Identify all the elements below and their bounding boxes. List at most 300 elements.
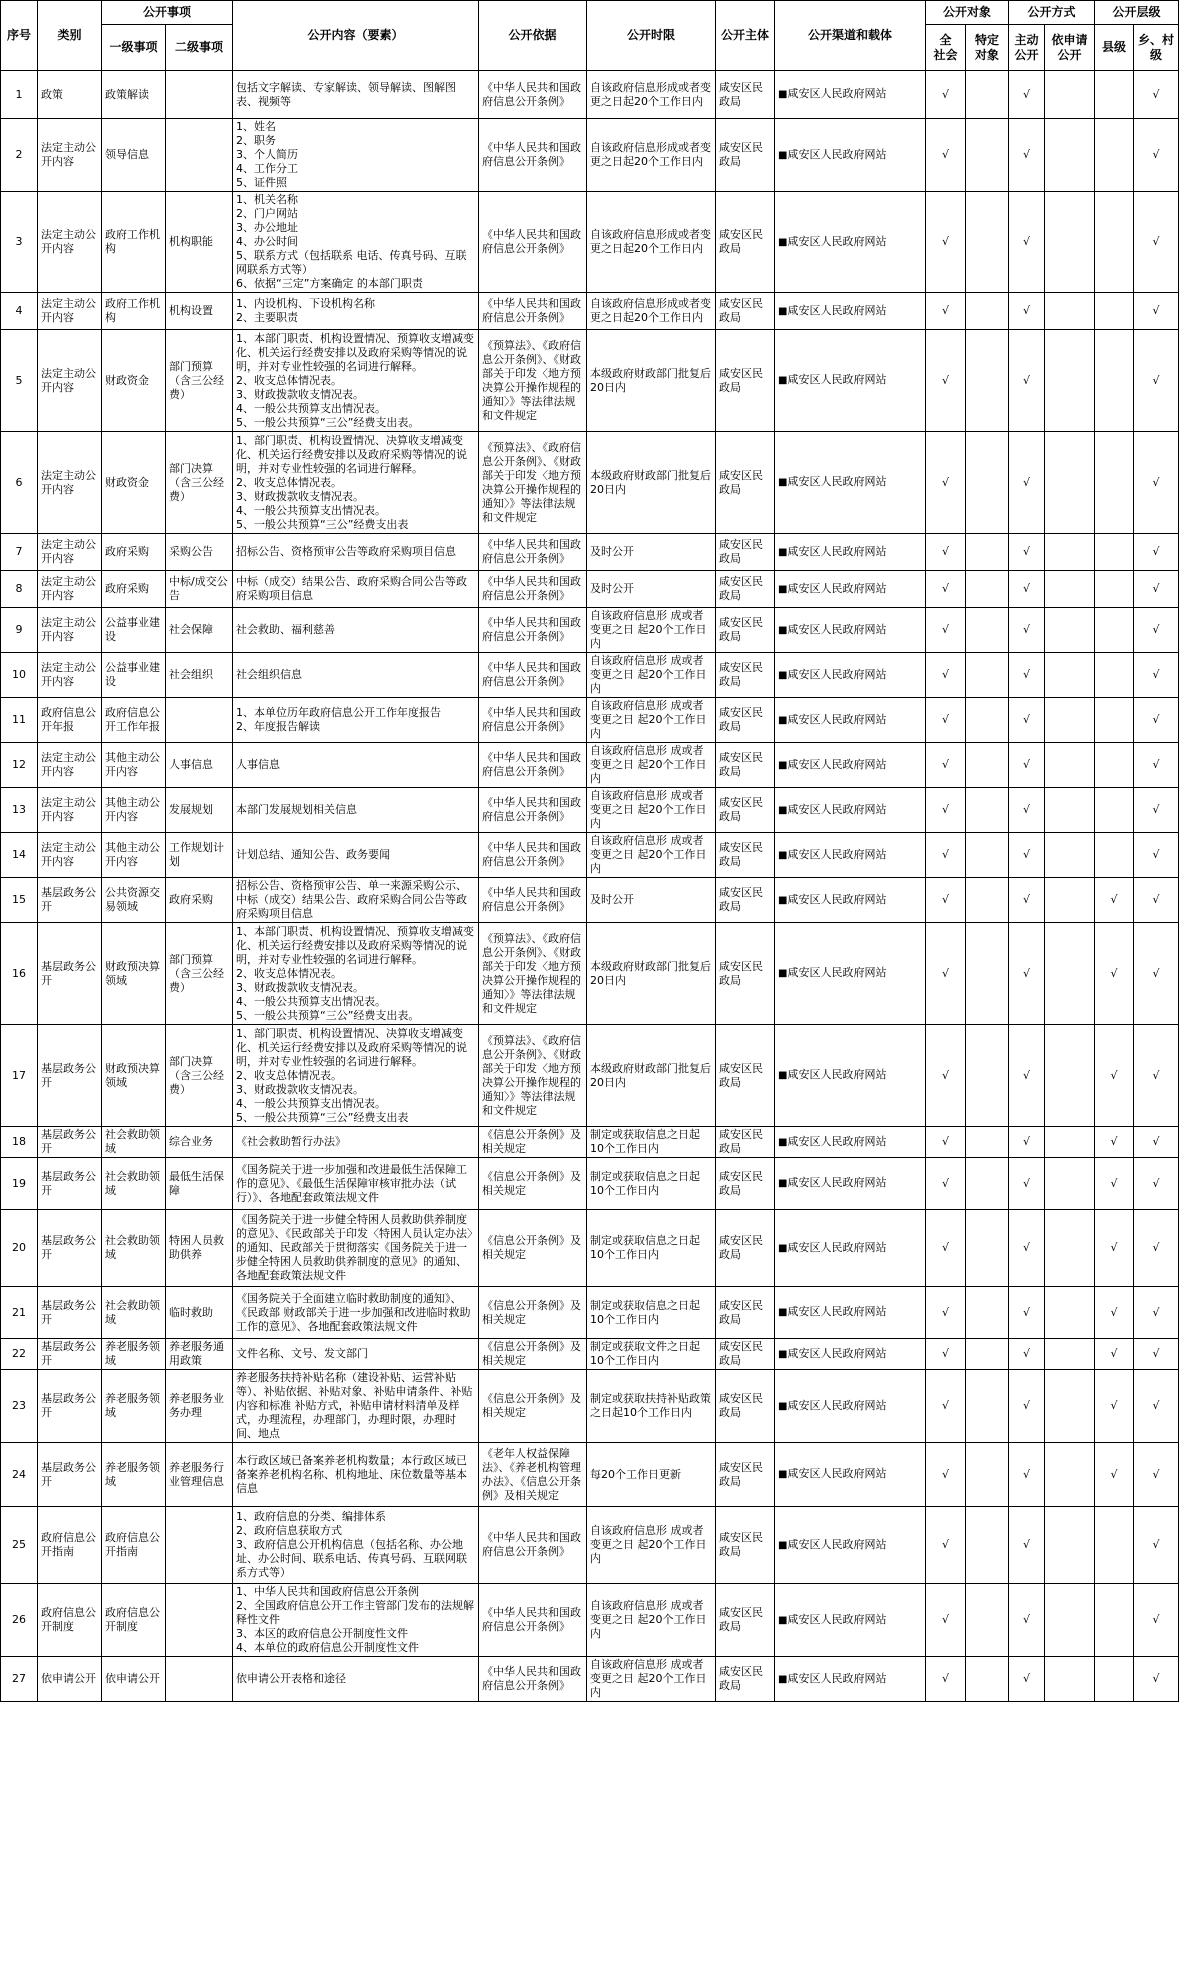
cell-content: 本部门发展规划相关信息	[233, 788, 479, 833]
cell-basis: 《信息公开条例》及相关规定	[479, 1158, 587, 1210]
cell-channel	[775, 1584, 926, 1657]
cell-level1: 财政预决算领域	[102, 1025, 166, 1127]
cell-channel	[775, 1025, 926, 1127]
cell-seq: 3	[1, 192, 38, 293]
cell-time-limit: 及时公开	[587, 878, 716, 923]
header-level-group: 公开层级	[1095, 1, 1179, 25]
cell-seq: 1	[1, 71, 38, 119]
cell-channel	[775, 1507, 926, 1584]
cell-target-all	[926, 1210, 966, 1287]
cell-basis: 《中华人民共和国政府信息公开条例》	[479, 1507, 587, 1584]
cell-level-township	[1134, 1158, 1179, 1210]
table-row	[1, 608, 1179, 653]
cell-mode-active	[1009, 653, 1045, 698]
cell-level2: 社会组织	[166, 653, 233, 698]
cell-seq: 13	[1, 788, 38, 833]
check-mark-icon: √	[1023, 148, 1031, 161]
cell-content: 1、本部门职责、机构设置情况、预算收支增减变化、机关运行经费安排以及政府采购等情况的说明，并对专业性较强的名词进行解释。 2、收支总体情况表。 3、财政拨款收支情况表。 4、一般公共预算支出情况表。 5、一般公共预算“三公”经费支出表。	[233, 923, 479, 1025]
square-bullet-icon: ■	[778, 759, 788, 771]
cell-target-specific	[966, 1657, 1009, 1702]
cell-time-limit: 每20个工作日更新	[587, 1443, 716, 1507]
cell-seq: 4	[1, 293, 38, 330]
cell-seq: 10	[1, 653, 38, 698]
cell-level2: 最低生活保障	[166, 1158, 233, 1210]
check-mark-icon: √	[1152, 1613, 1160, 1626]
check-mark-icon: √	[1023, 893, 1031, 906]
cell-content: 《国务院关于进一步健全特困人员救助供养制度的意见》、《民政部关于印发〈特困人员认定办法〉的通知、民政部关于贯彻落实《国务院关于进一步健全特困人员救助供养制度的意见》的通知、各地配套政策法规文件	[233, 1210, 479, 1287]
cell-mode-apply	[1045, 432, 1095, 534]
cell-content: 依申请公开表格和途径	[233, 1657, 479, 1702]
channel-text: 咸安区人民政府网站	[787, 847, 887, 861]
cell-time-limit: 制定或获取信息之日起10个工作日内	[587, 1287, 716, 1339]
cell-level-county	[1095, 1584, 1134, 1657]
cell-target-all	[926, 1443, 966, 1507]
table-row	[1, 1657, 1179, 1702]
cell-category: 法定主动公开内容	[38, 833, 102, 878]
square-bullet-icon: ■	[778, 804, 788, 816]
cell-level1: 依申请公开	[102, 1657, 166, 1702]
square-bullet-icon: ■	[778, 583, 788, 595]
cell-mode-apply	[1045, 1287, 1095, 1339]
check-mark-icon: √	[942, 582, 950, 595]
check-mark-icon: √	[942, 1176, 950, 1190]
cell-level1: 社会救助领域	[102, 1210, 166, 1287]
check-mark-icon: √	[1152, 1538, 1160, 1551]
cell-target-specific	[966, 1127, 1009, 1158]
cell-level-county	[1095, 878, 1134, 923]
cell-level2: 部门预算（含三公经费）	[166, 923, 233, 1025]
check-mark-icon: √	[942, 545, 950, 558]
cell-level-county	[1095, 330, 1134, 432]
cell-level-county	[1095, 71, 1134, 119]
cell-mode-apply	[1045, 71, 1095, 119]
cell-mode-active	[1009, 192, 1045, 293]
cell-level-township	[1134, 330, 1179, 432]
cell-target-all	[926, 608, 966, 653]
cell-level2: 临时救助	[166, 1287, 233, 1339]
cell-target-specific	[966, 571, 1009, 608]
cell-mode-apply	[1045, 1657, 1095, 1702]
cell-level1: 养老服务领域	[102, 1339, 166, 1370]
cell-channel	[775, 119, 926, 192]
cell-time-limit: 及时公开	[587, 571, 716, 608]
cell-level-township	[1134, 1287, 1179, 1339]
cell-category: 基层政务公开	[38, 1210, 102, 1287]
header-target-group: 公开对象	[926, 1, 1009, 25]
square-bullet-icon: ■	[778, 305, 788, 317]
cell-content: 招标公告、资格预审公告等政府采购项目信息	[233, 534, 479, 571]
table-row	[1, 743, 1179, 788]
cell-target-all	[926, 698, 966, 743]
check-mark-icon: √	[1110, 1068, 1118, 1082]
cell-category: 基层政务公开	[38, 1158, 102, 1210]
cell-level2: 养老服务通用政策	[166, 1339, 233, 1370]
check-mark-icon: √	[1023, 545, 1031, 558]
cell-time-limit: 制定或获取文件之日起10个工作日内	[587, 1339, 716, 1370]
cell-level-county	[1095, 698, 1134, 743]
cell-level-county	[1095, 432, 1134, 534]
cell-category: 基层政务公开	[38, 923, 102, 1025]
table-row	[1, 1210, 1179, 1287]
cell-target-specific	[966, 608, 1009, 653]
header-level-township: 乡、村 级	[1134, 25, 1179, 71]
cell-seq: 25	[1, 1507, 38, 1584]
cell-level1: 财政资金	[102, 432, 166, 534]
cell-mode-apply	[1045, 534, 1095, 571]
check-mark-icon: √	[1110, 1135, 1118, 1148]
cell-subject: 咸安区民政局	[716, 330, 775, 432]
cell-category: 法定主动公开内容	[38, 571, 102, 608]
table-row	[1, 192, 1179, 293]
cell-mode-active	[1009, 1657, 1045, 1702]
cell-seq: 27	[1, 1657, 38, 1702]
cell-level2: 综合业务	[166, 1127, 233, 1158]
channel-text: 咸安区人民政府网站	[787, 475, 887, 488]
cell-level1: 养老服务领域	[102, 1370, 166, 1443]
table-body	[1, 71, 1179, 1702]
check-mark-icon: √	[1023, 713, 1031, 726]
cell-level1: 其他主动公开内容	[102, 833, 166, 878]
square-bullet-icon: ■	[778, 968, 788, 979]
channel-text: 咸安区人民政府网站	[787, 1305, 887, 1318]
cell-category: 依申请公开	[38, 1657, 102, 1702]
cell-level-county	[1095, 534, 1134, 571]
cell-mode-apply	[1045, 293, 1095, 330]
header-level1: 一级事项	[102, 25, 166, 71]
channel-text: 咸安区人民政府网站	[787, 581, 887, 595]
cell-category: 基层政务公开	[38, 1370, 102, 1443]
cell-mode-apply	[1045, 192, 1095, 293]
channel-text: 咸安区人民政府网站	[787, 544, 887, 558]
cell-target-all	[926, 1158, 966, 1210]
cell-target-specific	[966, 1584, 1009, 1657]
cell-channel	[775, 608, 926, 653]
channel-text: 咸安区人民政府网站	[787, 757, 887, 771]
cell-time-limit: 本级政府财政部门批复后20日内	[587, 432, 716, 534]
cell-mode-active	[1009, 788, 1045, 833]
cell-mode-apply	[1045, 571, 1095, 608]
cell-category: 法定主动公开内容	[38, 192, 102, 293]
channel-text: 咸安区人民政府网站	[787, 1467, 887, 1480]
cell-level1: 社会救助领域	[102, 1287, 166, 1339]
check-mark-icon: √	[942, 803, 950, 816]
channel-text: 咸安区人民政府网站	[787, 147, 887, 161]
table-row	[1, 878, 1179, 923]
cell-target-specific	[966, 1158, 1009, 1210]
cell-level-township	[1134, 1370, 1179, 1443]
cell-level-county	[1095, 1025, 1134, 1127]
cell-mode-apply	[1045, 923, 1095, 1025]
cell-target-specific	[966, 293, 1009, 330]
table-row	[1, 71, 1179, 119]
check-mark-icon: √	[942, 758, 950, 771]
cell-subject: 咸安区民政局	[716, 743, 775, 788]
check-mark-icon: √	[942, 1399, 950, 1412]
cell-channel	[775, 432, 926, 534]
header-mode-group: 公开方式	[1009, 1, 1095, 25]
cell-level2: 人事信息	[166, 743, 233, 788]
check-mark-icon: √	[942, 1672, 950, 1685]
cell-time-limit: 本级政府财政部门批复后20日内	[587, 923, 716, 1025]
cell-channel	[775, 788, 926, 833]
cell-level2: 部门决算（含三公经费）	[166, 1025, 233, 1127]
table-row	[1, 571, 1179, 608]
cell-mode-apply	[1045, 1339, 1095, 1370]
cell-mode-apply	[1045, 743, 1095, 788]
check-mark-icon: √	[942, 87, 950, 101]
cell-level1: 公益事业建设	[102, 653, 166, 698]
check-mark-icon: √	[1152, 475, 1160, 489]
cell-level-township	[1134, 743, 1179, 788]
cell-subject: 咸安区民政局	[716, 878, 775, 923]
cell-mode-active	[1009, 71, 1045, 119]
cell-basis: 《预算法》、《政府信息公开条例》、《财政部关于印发〈地方预决算公开操作规程的通知〉》等法律法规和文件规定	[479, 1025, 587, 1127]
table-row	[1, 534, 1179, 571]
header-level-county: 县级	[1095, 25, 1134, 71]
cell-category: 政策	[38, 71, 102, 119]
cell-seq: 11	[1, 698, 38, 743]
cell-level1: 财政资金	[102, 330, 166, 432]
cell-category: 基层政务公开	[38, 1025, 102, 1127]
header-target-specific: 特定 对象	[966, 25, 1009, 71]
cell-level-county	[1095, 788, 1134, 833]
check-mark-icon: √	[1110, 1176, 1118, 1190]
cell-seq: 6	[1, 432, 38, 534]
check-mark-icon: √	[942, 966, 950, 980]
channel-text: 咸安区人民政府网站	[787, 712, 887, 726]
cell-level-township	[1134, 608, 1179, 653]
cell-target-specific	[966, 1025, 1009, 1127]
cell-seq: 17	[1, 1025, 38, 1127]
cell-basis: 《中华人民共和国政府信息公开条例》	[479, 293, 587, 330]
check-mark-icon: √	[1023, 1613, 1031, 1626]
cell-basis: 《中华人民共和国政府信息公开条例》	[479, 1584, 587, 1657]
cell-level-county	[1095, 1370, 1134, 1443]
header-category: 类别	[38, 1, 102, 71]
square-bullet-icon: ■	[778, 89, 788, 100]
check-mark-icon: √	[1152, 623, 1160, 636]
cell-time-limit: 自该政府信息形 成或者变更之日 起20个工作日内	[587, 653, 716, 698]
cell-mode-active	[1009, 330, 1045, 432]
cell-category: 法定主动公开内容	[38, 330, 102, 432]
cell-level2: 采购公告	[166, 534, 233, 571]
cell-content: 1、机关名称 2、门户网站 3、办公地址 4、办公时间 5、联系方式（包括联系 电话、传真号码、互联网联系方式等） 6、依据“三定”方案确定 的本部门职责	[233, 192, 479, 293]
cell-level1: 养老服务领域	[102, 1443, 166, 1507]
cell-target-all	[926, 743, 966, 788]
cell-category: 法定主动公开内容	[38, 119, 102, 192]
check-mark-icon: √	[1023, 1467, 1031, 1481]
header-subject: 公开主体	[716, 1, 775, 71]
check-mark-icon: √	[1023, 235, 1031, 248]
cell-basis: 《中华人民共和国政府信息公开条例》	[479, 653, 587, 698]
cell-content: 文件名称、文号、发文部门	[233, 1339, 479, 1370]
cell-target-all	[926, 878, 966, 923]
check-mark-icon: √	[1152, 1135, 1160, 1148]
channel-text: 咸安区人民政府网站	[787, 1068, 887, 1081]
cell-mode-apply	[1045, 330, 1095, 432]
cell-level2	[166, 1507, 233, 1584]
cell-level2: 养老服务业务办理	[166, 1370, 233, 1443]
check-mark-icon: √	[1152, 893, 1160, 906]
cell-content: 1、内设机构、下设机构名称 2、主要职责	[233, 293, 479, 330]
cell-time-limit: 自该政府信息形 成或者变更之日 起20个工作日内	[587, 1507, 716, 1584]
channel-text: 咸安区人民政府网站	[787, 667, 887, 681]
cell-level1: 公共资源交易领域	[102, 878, 166, 923]
cell-channel	[775, 1287, 926, 1339]
cell-category: 法定主动公开内容	[38, 608, 102, 653]
square-bullet-icon: ■	[778, 714, 788, 726]
cell-content: 1、本单位历年政府信息公开工作年度报告 2、年度报告解读	[233, 698, 479, 743]
cell-level1: 政府采购	[102, 534, 166, 571]
cell-level1: 政府信息公开工作年报	[102, 698, 166, 743]
cell-target-specific	[966, 743, 1009, 788]
cell-target-all	[926, 1339, 966, 1370]
cell-channel	[775, 534, 926, 571]
channel-text: 咸安区人民政府网站	[787, 234, 887, 248]
cell-seq: 8	[1, 571, 38, 608]
cell-basis: 《信息公开条例》及相关规定	[479, 1339, 587, 1370]
cell-time-limit: 自该政府信息形 成或者变更之日 起20个工作日内	[587, 608, 716, 653]
check-mark-icon: √	[1023, 1135, 1031, 1148]
cell-subject: 咸安区民政局	[716, 1127, 775, 1158]
cell-basis: 《预算法》、《政府信息公开条例》、《财政部关于印发〈地方预决算公开操作规程的通知〉》等法律法规和文件规定	[479, 432, 587, 534]
cell-target-all	[926, 1370, 966, 1443]
table-row	[1, 1507, 1179, 1584]
cell-time-limit: 自该政府信息形 成或者变更之日 起20个工作日内	[587, 788, 716, 833]
cell-basis: 《中华人民共和国政府信息公开条例》	[479, 788, 587, 833]
check-mark-icon: √	[1023, 848, 1031, 861]
check-mark-icon: √	[1110, 1347, 1118, 1360]
table-row	[1, 1443, 1179, 1507]
cell-channel	[775, 923, 926, 1025]
cell-level-township	[1134, 788, 1179, 833]
square-bullet-icon: ■	[778, 1348, 788, 1360]
cell-target-specific	[966, 1210, 1009, 1287]
cell-level-county	[1095, 1657, 1134, 1702]
cell-seq: 15	[1, 878, 38, 923]
cell-target-specific	[966, 1287, 1009, 1339]
check-mark-icon: √	[1152, 803, 1160, 816]
cell-mode-active	[1009, 534, 1045, 571]
cell-level1: 领导信息	[102, 119, 166, 192]
cell-category: 基层政务公开	[38, 878, 102, 923]
cell-time-limit: 自该政府信息形 成或者变更之日 起20个工作日内	[587, 1657, 716, 1702]
cell-mode-active	[1009, 608, 1045, 653]
cell-channel	[775, 1370, 926, 1443]
cell-mode-active	[1009, 743, 1045, 788]
cell-mode-apply	[1045, 1507, 1095, 1584]
check-mark-icon: √	[1110, 1305, 1118, 1319]
cell-time-limit: 制定或获取信息之日起10个工作日内	[587, 1210, 716, 1287]
table-row	[1, 119, 1179, 192]
cell-subject: 咸安区民政局	[716, 1657, 775, 1702]
check-mark-icon: √	[942, 373, 950, 387]
cell-basis: 《信息公开条例》及相关规定	[479, 1370, 587, 1443]
cell-basis: 《中华人民共和国政府信息公开条例》	[479, 192, 587, 293]
cell-mode-apply	[1045, 119, 1095, 192]
cell-category: 法定主动公开内容	[38, 293, 102, 330]
square-bullet-icon: ■	[778, 1136, 788, 1148]
check-mark-icon: √	[1023, 1176, 1031, 1190]
cell-mode-active	[1009, 878, 1045, 923]
cell-channel	[775, 1443, 926, 1507]
check-mark-icon: √	[1023, 1399, 1031, 1412]
cell-content: 1、政府信息的分类、编排体系 2、政府信息获取方式 3、政府信息公开机构信息（包括名称、办公地址、办公时间、联系电话、传真号码、互联网联系方式等）	[233, 1507, 479, 1584]
table-row	[1, 1370, 1179, 1443]
check-mark-icon: √	[1152, 1399, 1160, 1412]
check-mark-icon: √	[1023, 475, 1031, 489]
check-mark-icon: √	[1110, 893, 1118, 906]
cell-level1: 政府信息公开制度	[102, 1584, 166, 1657]
cell-channel	[775, 653, 926, 698]
channel-text: 咸安区人民政府网站	[787, 87, 887, 100]
channel-text: 咸安区人民政府网站	[787, 1240, 887, 1254]
cell-content: 养老服务扶持补贴名称（建设补贴、运营补贴等）、补贴依据、补贴对象、补贴申请条件、补贴内容和标准 补贴方式，补贴申请材料清单及样式，办理流程，办理部门，办理时限，办理时间、地点	[233, 1370, 479, 1443]
cell-level1: 政府工作机构	[102, 192, 166, 293]
channel-text: 咸安区人民政府网站	[787, 1398, 887, 1412]
cell-level2: 部门决算（含三公经费）	[166, 432, 233, 534]
header-mode-active: 主动 公开	[1009, 25, 1045, 71]
cell-target-all	[926, 1584, 966, 1657]
cell-level-township	[1134, 1339, 1179, 1370]
table-row	[1, 1158, 1179, 1210]
check-mark-icon: √	[942, 1068, 950, 1082]
cell-basis: 《中华人民共和国政府信息公开条例》	[479, 698, 587, 743]
cell-level-county	[1095, 293, 1134, 330]
cell-basis: 《老年人权益保障法》、《养老机构管理办法》、《信息公开条例》及相关规定	[479, 1443, 587, 1507]
cell-target-all	[926, 1507, 966, 1584]
cell-target-all	[926, 653, 966, 698]
cell-mode-active	[1009, 1287, 1045, 1339]
check-mark-icon: √	[1023, 1538, 1031, 1551]
cell-target-all	[926, 571, 966, 608]
cell-subject: 咸安区民政局	[716, 1210, 775, 1287]
cell-subject: 咸安区民政局	[716, 1443, 775, 1507]
cell-target-specific	[966, 1370, 1009, 1443]
header-content: 公开内容（要素）	[233, 1, 479, 71]
cell-level2: 政府采购	[166, 878, 233, 923]
cell-target-specific	[966, 653, 1009, 698]
check-mark-icon: √	[1152, 235, 1160, 248]
check-mark-icon: √	[1152, 545, 1160, 558]
cell-level-township	[1134, 192, 1179, 293]
cell-mode-apply	[1045, 653, 1095, 698]
cell-target-specific	[966, 119, 1009, 192]
cell-mode-active	[1009, 1210, 1045, 1287]
check-mark-icon: √	[1152, 1672, 1160, 1685]
check-mark-icon: √	[1152, 304, 1160, 317]
cell-channel	[775, 1339, 926, 1370]
cell-category: 法定主动公开内容	[38, 653, 102, 698]
cell-category: 基层政务公开	[38, 1443, 102, 1507]
cell-level2	[166, 1657, 233, 1702]
cell-content: 《国务院关于进一步加强和改进最低生活保障工作的意见》、《最低生活保障审核审批办法（试行）》、各地配套政策法规文件	[233, 1158, 479, 1210]
cell-mode-apply	[1045, 833, 1095, 878]
cell-content: 招标公告、资格预审公告、单一来源采购公示、中标（成交）结果公告、政府采购合同公告等政府采购项目信息	[233, 878, 479, 923]
channel-text: 咸安区人民政府网站	[787, 892, 887, 906]
cell-subject: 咸安区民政局	[716, 1287, 775, 1339]
cell-level-township	[1134, 293, 1179, 330]
cell-mode-active	[1009, 432, 1045, 534]
channel-text: 咸安区人民政府网站	[787, 373, 887, 386]
cell-channel	[775, 1158, 926, 1210]
cell-level2: 特困人员救助供养	[166, 1210, 233, 1287]
cell-seq: 18	[1, 1127, 38, 1158]
cell-subject: 咸安区民政局	[716, 1025, 775, 1127]
table-row	[1, 1127, 1179, 1158]
cell-level-county	[1095, 1127, 1134, 1158]
cell-subject: 咸安区民政局	[716, 698, 775, 743]
